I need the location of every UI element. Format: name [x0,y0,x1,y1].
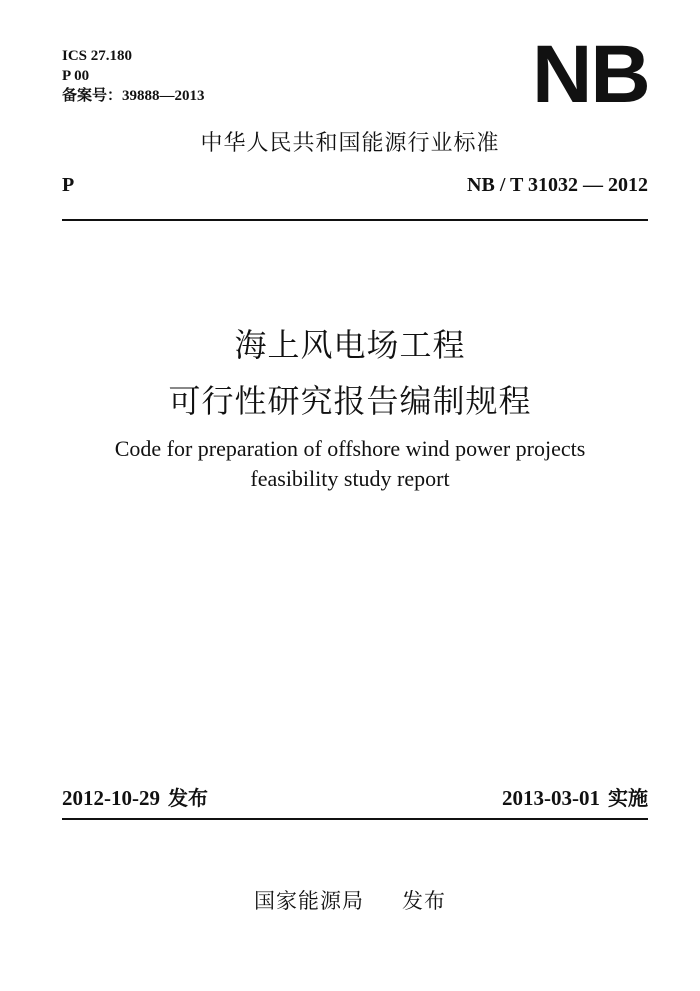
category-code: P 00 [62,68,90,84]
top-divider [62,219,648,221]
title-en-line1: Code for preparation of offshore wind power projects [114,436,586,461]
standard-number: NB / T 31032 — 2012 [467,174,648,196]
ics-code: ICS 27.180 [62,48,133,64]
effective-date-group [502,782,648,811]
nb-logo: NB [532,29,649,120]
publisher-line [0,885,700,915]
publisher-action: 发布 [402,889,446,913]
issue-date: 2012-10-29 [62,786,160,810]
effective-label: 实施 [608,786,648,810]
class-letter: P [62,174,75,196]
effective-date: 2013-03-01 [502,786,600,810]
document-metadata [62,46,205,106]
issuing-authority-line: 中华人民共和国能源行业标准 [200,131,500,156]
title-cn-line2: 可行性研究报告编制规程 [168,382,532,420]
title-en-line2: feasibility study report [250,466,450,491]
publisher-name: 国家能源局 [254,889,364,913]
record-number: 备案号：39888—2013 [62,88,205,104]
issue-label: 发布 [168,786,208,810]
bottom-divider [62,818,648,820]
title-cn-line1: 海上风电场工程 [234,326,466,364]
issue-date-group [62,782,208,811]
